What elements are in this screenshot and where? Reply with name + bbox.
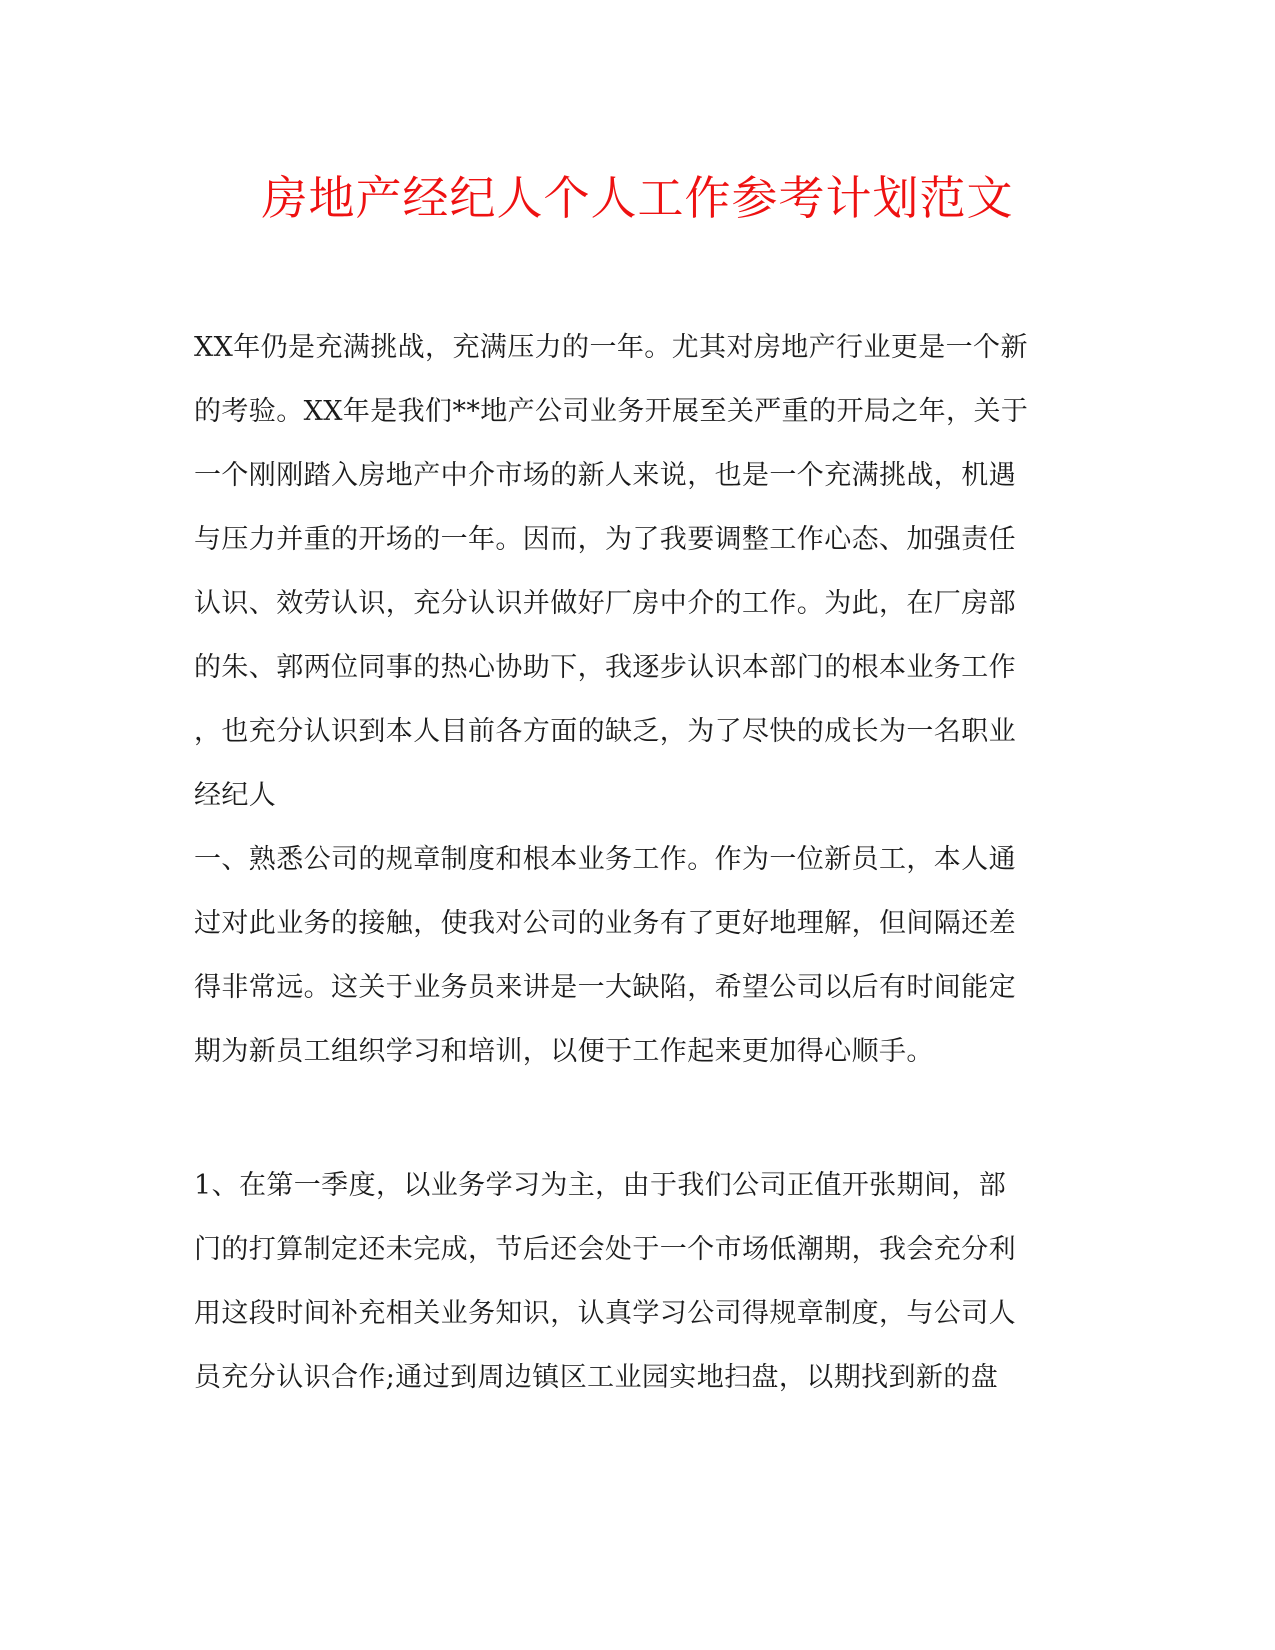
text-line: 员充分认识合作;通过到周边镇区工业园实地扫盘，以期找到新的盘 (194, 1362, 999, 1393)
text-line: 门的打算制定还未完成，节后还会处于一个市场低潮期，我会充分利 (194, 1234, 1016, 1265)
text-line: ，也充分认识到本人目前各方面的缺乏，为了尽快的成长为一名职业 (194, 716, 1016, 747)
text-line: 1、在第一季度，以业务学习为主，由于我们公司正值开张期间，部 (194, 1170, 1007, 1201)
text-line: 的考验。XX年是我们**地产公司业务开展至关严重的开局之年，关于 (194, 396, 1029, 427)
text-line: 过对此业务的接触，使我对公司的业务有了更好地理解，但间隔还差 (194, 908, 1016, 939)
text-line: 用这段时间补充相关业务知识，认真学习公司得规章制度，与公司人 (194, 1298, 1016, 1329)
text-line: 一、熟悉公司的规章制度和根本业务工作。作为一位新员工，本人通 (194, 844, 1016, 875)
paragraph-block-first-quarter (194, 1154, 1074, 1410)
text-line: XX年仍是充满挑战，充满压力的一年。尤其对房地产行业更是一个新 (194, 332, 1028, 363)
text-line: 一个刚刚踏入房地产中介市场的新人来说，也是一个充满挑战，机遇 (194, 460, 1016, 491)
text-line: 得非常远。这关于业务员来讲是一大缺陷，希望公司以后有时间能定 (194, 972, 1016, 1003)
document-title: 房地产经纪人个人工作参考计划范文 (261, 171, 1014, 225)
text-line: 经纪人 (194, 780, 277, 811)
text-line: 期为新员工组织学习和培训，以便于工作起来更加得心顺手。 (194, 1036, 934, 1067)
text-line: 与压力并重的开场的一年。因而，为了我要调整工作心态、加强责任 (194, 524, 1016, 555)
text-line: 的朱、郭两位同事的热心协助下，我逐步认识本部门的根本业务工作 (194, 652, 1016, 683)
paragraph-block-intro (194, 316, 1074, 1084)
text-line: 认识、效劳认识，充分认识并做好厂房中介的工作。为此，在厂房部 (194, 588, 1016, 619)
